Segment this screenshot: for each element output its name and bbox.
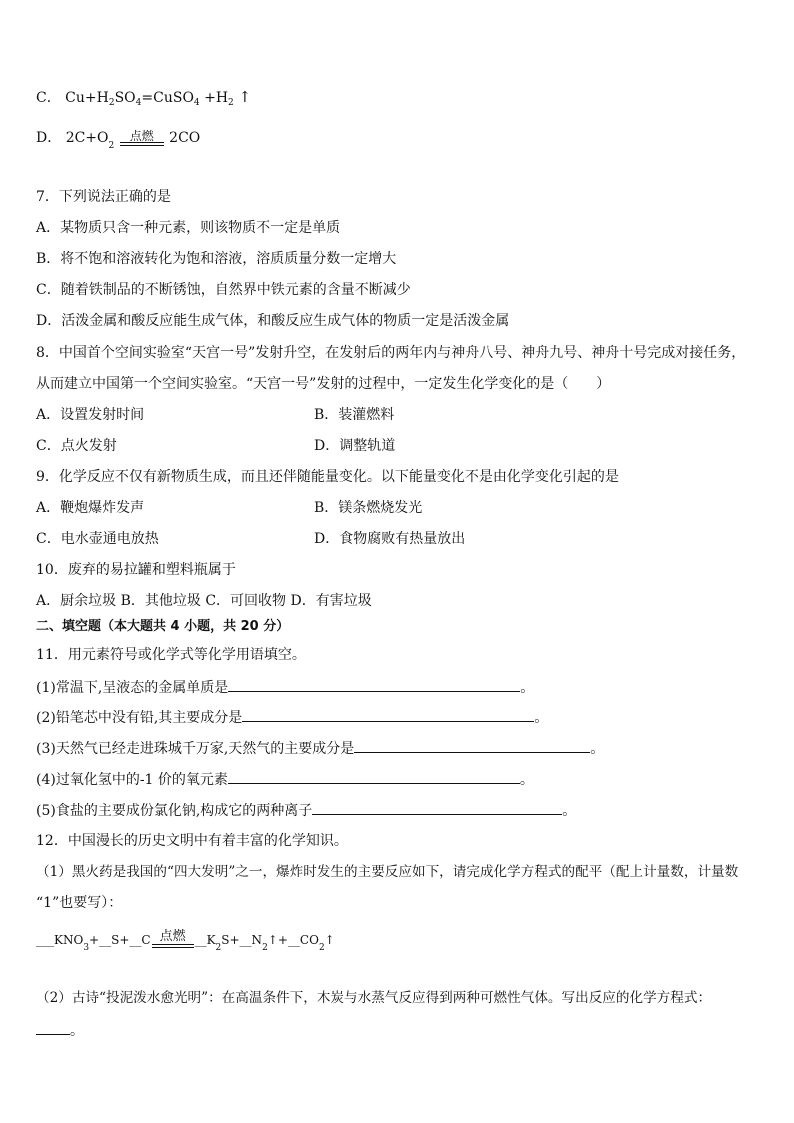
q12-part2-line1: （2）古诗“投泥泼水愈光明”：在高温条件下，木炭与水蒸气反应得到两种可燃性气体。写出反应的化学方程式：	[36, 990, 712, 1006]
q8-option-c: C．点火发射	[36, 438, 117, 454]
q9-options-row2	[36, 530, 756, 548]
answer-blank[interactable]	[312, 800, 562, 815]
q6-c-equation: $Cu+H_2SO_4=CuSO_4 +H_2$ ↑	[65, 88, 252, 108]
answer-blank[interactable]	[228, 769, 520, 784]
q8-stem-line1: 8．中国首个空间实验室“天宫一号”发射升空，在发射后的两年内与神舟八号、神舟九号、神舟十号完成对接任务，	[36, 345, 746, 361]
q7-stem: 7．下列说法正确的是	[36, 189, 171, 205]
q9-stem: 9．化学反应不仅有新物质生成，而且还伴随能量变化。以下能量变化不是由化学变化引起的是	[36, 469, 619, 485]
q11-item-1: (1)常温下,呈液态的金属单质是 。	[36, 677, 534, 697]
q10-option-c: C．可回收物	[205, 593, 287, 609]
q6-option-c: C． $Cu+H_2SO_4=CuSO_4 +H_2$ ↑	[36, 88, 252, 108]
q11-stem: 11．用元素符号或化学式等化学用语填空。	[36, 647, 306, 663]
q7-option-a: A．某物质只含一种元素，则该物质不一定是单质	[36, 220, 341, 236]
q8-options-row2	[36, 437, 756, 455]
q10-options	[36, 592, 756, 610]
answer-blank[interactable]	[36, 1020, 70, 1035]
q11-item-5: (5)食盐的主要成份氯化钠,构成它的两种离子 。	[36, 800, 576, 820]
q12-stem: 12．中国漫长的历史文明中有着丰富的化学知识。	[36, 833, 348, 849]
q8-option-b: B．装灌燃料	[314, 407, 395, 423]
q12-part1-line1: （1）黑火药是我国的“四大发明”之一，爆炸时发生的主要反应如下，请完成化学方程式的配平（配上计量数，计量数	[36, 864, 739, 880]
q12-part1-line2: “1”也要写）：	[36, 895, 123, 911]
q8-option-a: A．设置发射时间	[36, 407, 145, 423]
q9-options-row1	[36, 499, 756, 517]
q9-option-b: B．镁条燃烧发光	[314, 500, 423, 516]
q8-option-d: D．调整轨道	[314, 438, 396, 454]
q11-item-3: (3)天然气已经走进珠城千万家,天然气的主要成分是 。	[36, 738, 604, 758]
q7-option-b: B．将不饱和溶液转化为饱和溶液，溶质质量分数一定增大	[36, 251, 397, 267]
q11-item-2: (2)铅笔芯中没有铅,其主要成分是 。	[36, 707, 548, 727]
reaction-condition: 点燃	[120, 130, 164, 146]
q7-option-c: C．随着铁制品的不断锈蚀，自然界中铁元素的含量不断减少	[36, 282, 411, 298]
q10-stem: 10．废弃的易拉罐和塑料瓶属于	[36, 562, 236, 578]
answer-blank[interactable]	[242, 707, 534, 722]
q10-option-b: B．其他垃圾	[120, 593, 201, 609]
q9-option-a: A．鞭炮爆炸发声	[36, 500, 145, 516]
q10-option-a: A．厨余垃圾	[36, 593, 117, 609]
q9-option-c: C．电水壶通电放热	[36, 531, 159, 547]
section-title: 二、填空题（本大题共 4 小题，共 20 分）	[36, 619, 290, 634]
q12-part2-line2: 。	[36, 1020, 84, 1040]
q10-option-d: D．有害垃圾	[290, 593, 372, 609]
q7-option-d: D．活泼金属和酸反应能生成气体，和酸反应生成气体的物质一定是活泼金属	[36, 313, 510, 329]
q11-item-4: (4)过氧化氢中的-1 价的氧元素 。	[36, 769, 534, 789]
q12-gunpowder-equation: $\_\_\_KNO_3+\_\_S+\_\_C$ 点燃 $\_\_K_2S+\_\_N_2↑+\_\_CO_2↑$	[36, 929, 335, 953]
answer-blank[interactable]	[228, 677, 520, 692]
q9-option-d: D．食物腐败有热量放出	[314, 531, 466, 547]
answer-blank[interactable]	[354, 738, 590, 753]
q8-options-row1	[36, 406, 756, 424]
reaction-condition: 点燃	[152, 930, 194, 948]
q6-option-d: D． $2C+O_2$ 点燃 2CO	[36, 129, 201, 151]
q8-stem-line2: 从而建立中国第一个空间实验室。“天宫一号”发射的过程中，一定发生化学变化的是（ ）	[36, 376, 611, 392]
